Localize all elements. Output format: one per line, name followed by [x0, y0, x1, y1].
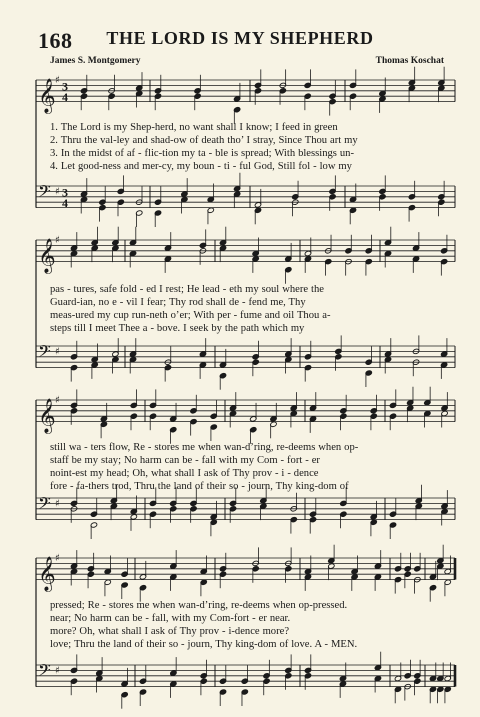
- lyric-line-verse-4: love; Thru the land of their so - journ, Thy king-dom of love. A - MEN.: [50, 639, 358, 650]
- bass-clef-icon: 𝄢: [38, 493, 51, 518]
- hymn-title: THE LORD IS MY SHEPHERD: [106, 28, 374, 48]
- lyric-line-verse-2: near; No harm can be - fall, with my Com-fort - er near.: [50, 613, 291, 624]
- sharp-icon: ♯: [55, 553, 60, 565]
- treble-clef-icon: 𝄞: [38, 556, 56, 592]
- bass-clef-icon: 𝄢: [38, 660, 51, 685]
- bass-clef-icon: 𝄢: [38, 341, 51, 366]
- sharp-icon: ♯: [55, 395, 60, 407]
- time-signature-top: 3: [62, 79, 68, 94]
- time-signature-bottom: 4: [62, 196, 68, 211]
- lyric-line-verse-1: 1. The Lord is my Shep-herd, no want shall I know; I feed in green: [50, 122, 338, 133]
- lyric-line-verse-2: Guard-ian, no e - vil I fear; Thy rod shall de - fend me, Thy: [50, 297, 306, 308]
- sharp-icon: ♯: [55, 75, 60, 87]
- lyric-line-verse-3: more? Oh, what shall I ask of Thy prov - i-dence more?: [50, 626, 290, 637]
- lyric-line-verse-3: 3. In the midst of af - flic-tion my ta - ble is spread; With blessings un-: [50, 148, 354, 159]
- lyric-line-verse-3: noint-est my head; Oh, what shall I ask of Thy prov - i - dence: [50, 468, 319, 479]
- sharp-icon: ♯: [55, 186, 60, 198]
- sharp-icon: ♯: [55, 665, 60, 677]
- lyric-line-verse-1: still wa - ters flow, Re - stores me when wan-d’ring, re-deems when op-: [50, 442, 359, 453]
- treble-clef-icon: 𝄞: [38, 238, 56, 274]
- bass-clef-icon: 𝄢: [38, 181, 51, 206]
- treble-clef-icon: 𝄞: [38, 398, 56, 434]
- lyric-line-verse-1: pressed; Re - stores me when wan-d’ring, re-deems when op-pressed.: [50, 600, 348, 611]
- time-signature-bottom: 4: [62, 90, 68, 105]
- lyric-line-verse-3: meas-ured my cup run-neth o’er; With per - fume and oil Thou a-: [50, 310, 331, 321]
- lyric-line-verse-1: pas - tures, safe fold - ed I rest; He lead - eth my soul where the: [50, 284, 324, 295]
- lyric-line-verse-2: staff be my stay; No harm can be - fall with my Com - fort - er: [50, 455, 320, 466]
- lyric-line-verse-2: 2. Thru the val-ley and shad-ow of death tho’ I stray, Since Thou art my: [50, 135, 358, 146]
- hymn-number: 168: [38, 28, 73, 53]
- lyric-line-verse-4: 4. Let good-ness and mer-cy, my boun - ti - ful God, Still fol - low my: [50, 161, 352, 172]
- sharp-icon: ♯: [55, 346, 60, 358]
- time-signature-top: 3: [62, 185, 68, 200]
- sharp-icon: ♯: [55, 498, 60, 510]
- author-credit: James S. Montgomery: [50, 56, 141, 66]
- lyric-line-verse-4: fore - fa-thers trod, Thru the land of their so - journ, Thy king-dom of: [50, 481, 349, 492]
- lyric-line-verse-4: steps till I meet Thee a - bove. I seek by the path which my: [50, 323, 305, 334]
- sharp-icon: ♯: [55, 235, 60, 247]
- composer-credit: Thomas Koschat: [375, 56, 444, 66]
- treble-clef-icon: 𝄞: [38, 78, 56, 114]
